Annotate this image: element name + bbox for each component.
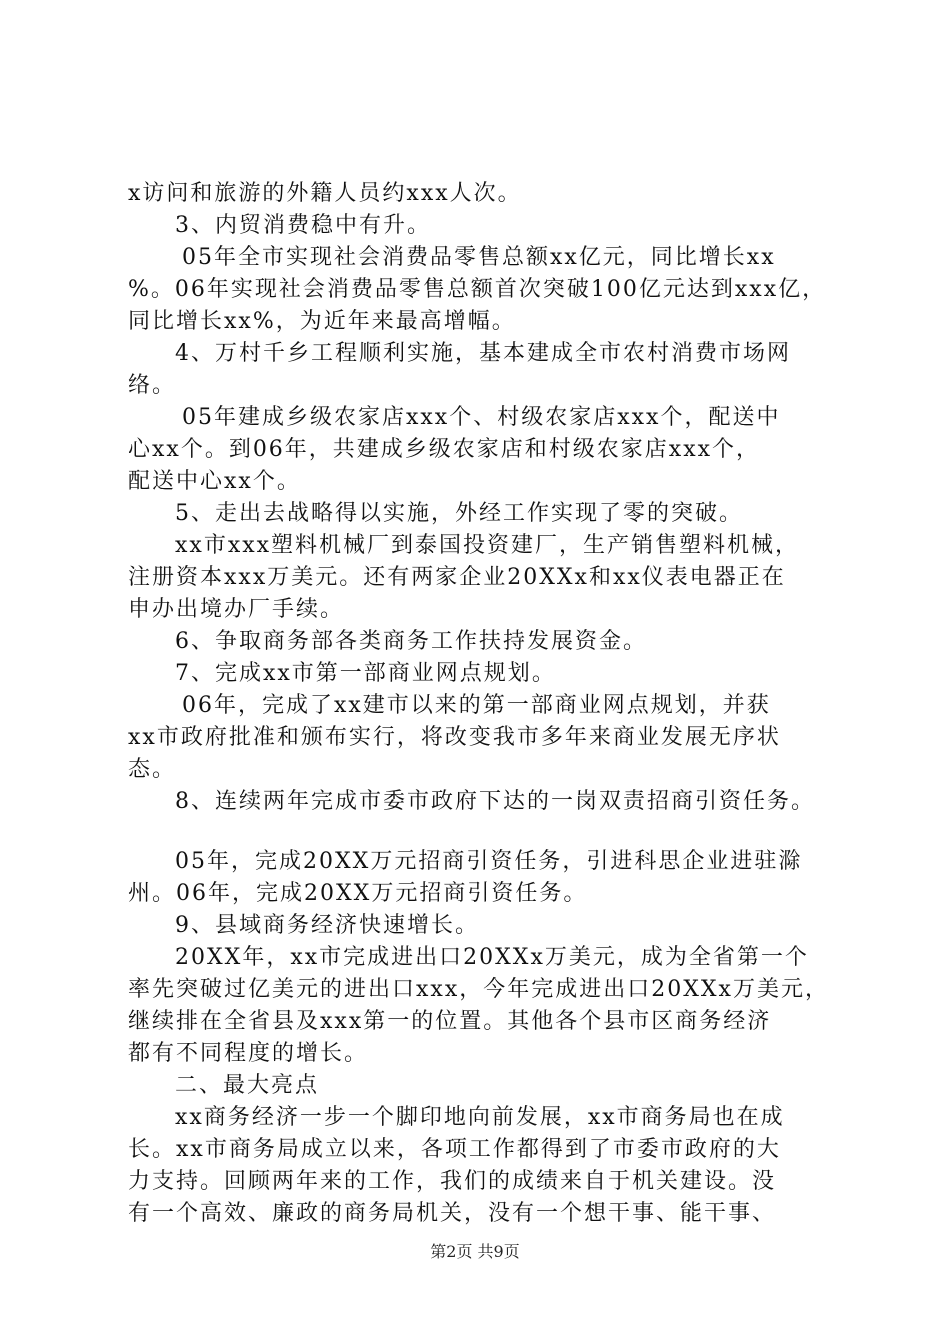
text-line: x访问和旅游的外籍人员约xxx人次。 bbox=[128, 181, 522, 206]
paragraph-gap bbox=[128, 818, 850, 846]
text-line: 同比增长xx%，为近年来最高增幅。 bbox=[128, 309, 516, 334]
text-line: 05年全市实现社会消费品零售总额xx亿元，同比增长xx bbox=[182, 245, 776, 270]
section-heading: 5、走出去战略得以实施，外经工作实现了零的突破。 bbox=[175, 501, 743, 526]
text-line: xx市xxx塑料机械厂到泰国投资建厂，生产销售塑料机械， bbox=[175, 533, 800, 558]
section-heading: 6、争取商务部各类商务工作扶持发展资金。 bbox=[175, 629, 647, 654]
text-line: 05年建成乡级农家店xxx个、村级农家店xxx个，配送中 bbox=[182, 405, 781, 430]
document-body bbox=[128, 178, 850, 1230]
section-heading: 3、内贸消费稳中有升。 bbox=[175, 213, 431, 238]
text-line: 都有不同程度的增长。 bbox=[128, 1041, 369, 1066]
page-number-footer: 第2页 共9页 bbox=[430, 1242, 520, 1261]
text-line: 长。xx市商务局成立以来，各项工作都得到了市委市政府的大 bbox=[128, 1137, 781, 1162]
text-line: 05年，完成20XX万元招商引资任务，引进科思企业进驻滁 bbox=[175, 849, 803, 874]
text-line: 继续排在全省县及xxx第一的位置。其他各个县市区商务经济 bbox=[128, 1009, 772, 1034]
text-line: 申办出境办厂手续。 bbox=[128, 597, 345, 622]
text-line: 络。 bbox=[128, 373, 177, 398]
section-heading: 9、县域商务经济快速增长。 bbox=[175, 913, 479, 938]
section-heading: 二、最大亮点 bbox=[175, 1073, 320, 1098]
section-heading: 7、完成xx市第一部商业网点规划。 bbox=[175, 661, 556, 686]
text-line: 配送中心xx个。 bbox=[128, 469, 301, 494]
text-line: 态。 bbox=[128, 757, 177, 782]
section-heading: 8、连续两年完成市委市政府下达的一岗双责招商引资任务。 bbox=[175, 789, 815, 814]
text-line: 20XX年，xx市完成进出口20XXx万美元，成为全省第一个 bbox=[175, 945, 809, 970]
text-line: 心xx个。到06年，共建成乡级农家店和村级农家店xxx个， bbox=[128, 437, 761, 462]
text-line: xx商务经济一步一个脚印地向前发展，xx市商务局也在成 bbox=[175, 1105, 785, 1130]
text-line: %。06年实现社会消费品零售总额首次突破100亿元达到xxx亿， bbox=[128, 277, 827, 302]
text-line: 注册资本xxx万美元。还有两家企业20XXx和xx仪表电器正在 bbox=[128, 565, 786, 590]
text-line: 有一个高效、廉政的商务局机关，没有一个想干事、能干事、 bbox=[128, 1201, 777, 1226]
text-line: 州。06年，完成20XX万元招商引资任务。 bbox=[128, 881, 588, 906]
text-line: 06年，完成了xx建市以来的第一部商业网点规划，并获 bbox=[182, 693, 771, 718]
text-line: 力支持。回顾两年来的工作，我们的成绩来自于机关建设。没 bbox=[128, 1169, 777, 1194]
text-line: 率先突破过亿美元的进出口xxx，今年完成进出口20XXx万美元， bbox=[128, 977, 829, 1002]
text-line: xx市政府批准和颁布实行，将改变我市多年来商业发展无序状 bbox=[128, 725, 781, 750]
section-heading: 4、万村千乡工程顺利实施，基本建成全市农村消费市场网 bbox=[175, 341, 791, 366]
